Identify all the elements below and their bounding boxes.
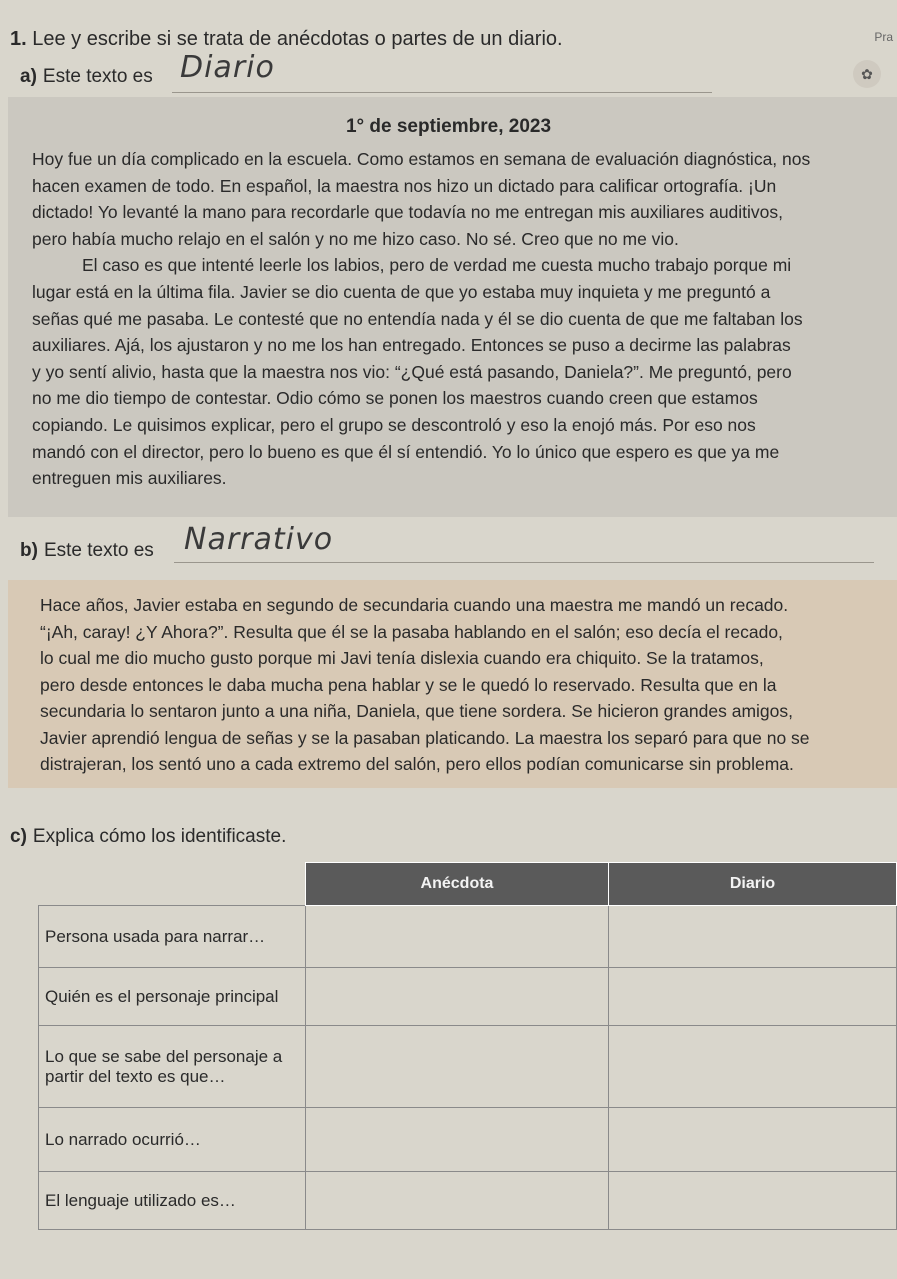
diary-line: no me dio tiempo de contestar. Odio cómo se ponen los maestros cuando creen que estamos xyxy=(32,388,758,409)
answer-b-field[interactable] xyxy=(174,520,874,563)
answer-a-field[interactable] xyxy=(172,50,712,93)
question-b-label: b) Este texto es xyxy=(20,540,154,561)
cell-anecdota[interactable] xyxy=(306,1026,609,1108)
star-icon: ✿ xyxy=(853,60,881,88)
row-label: Lo que se sabe del personaje a partir del texto es que… xyxy=(39,1026,306,1108)
diary-text xyxy=(32,146,877,492)
question-c-label: c) Explica cómo los identificaste. xyxy=(10,826,287,847)
diary-line: entreguen mis auxiliares. xyxy=(32,468,227,489)
diary-paragraph-2 xyxy=(32,252,877,491)
side-label: Pra xyxy=(874,30,893,44)
cell-diario[interactable] xyxy=(609,968,897,1026)
diary-line: Hoy fue un día complicado en la escuela. Como estamos en semana de evaluación diagnóstica, nos xyxy=(32,149,811,169)
cell-diario[interactable] xyxy=(609,1108,897,1172)
cell-anecdota[interactable] xyxy=(306,906,609,968)
table-row xyxy=(39,906,897,968)
instruction-text: Lee y escribe si se trata de anécdotas o partes de un diario. xyxy=(32,28,563,50)
diary-line: señas qué me pasaba. Le contesté que no entendía nada y él se dio cuenta de que me faltaban los xyxy=(32,308,803,329)
instruction xyxy=(10,28,563,51)
diary-line: dictado! Yo levanté la mano para recordarle que todavía no me entregan mis auxiliares auditivos, xyxy=(32,202,784,223)
diary-line: mandó con el director, pero lo bueno es que él sí entendió. Yo lo único que espero es que ya me xyxy=(32,441,780,462)
cell-diario[interactable] xyxy=(609,1026,897,1108)
row-label: Quién es el personaje principal xyxy=(39,968,306,1026)
diary-paragraph-1 xyxy=(32,146,877,252)
diary-line: pero había mucho relajo en el salón y no me hizo caso. No sé. Creo que no me vio. xyxy=(32,228,679,249)
comparison-table xyxy=(38,862,897,1230)
table-row xyxy=(39,968,897,1026)
diary-date: 1° de septiembre, 2023 xyxy=(345,116,552,137)
row-label: Lo narrado ocurrió… xyxy=(39,1108,306,1172)
answer-a-handwriting: Diario xyxy=(180,50,275,85)
cell-diario[interactable] xyxy=(609,906,897,968)
anecdote-text xyxy=(40,592,885,778)
diary-line: hacen examen de todo. En español, la maestra nos hizo un dictado para calificar ortografía. ¡Un xyxy=(32,175,777,196)
row-label: Persona usada para narrar… xyxy=(39,906,306,968)
diary-line: copiando. Le quisimos explicar, pero el grupo se descontroló y eso la enojó más. Por eso nos xyxy=(32,414,756,435)
table-row xyxy=(39,1026,897,1108)
diary-line: lugar está en la última fila. Javier se dio cuenta de que yo estaba muy inquieta y me preguntó a xyxy=(32,281,771,302)
table-row xyxy=(39,1108,897,1172)
anecdote-line: distrajeran, los sentó uno a cada extremo del salón, pero ellos podían comunicarse sin problema. xyxy=(40,754,794,774)
table-header-empty xyxy=(39,863,306,906)
anecdote-line: pero desde entonces le daba mucha pena hablar y se le quedó lo reservado. Resulta que en la xyxy=(40,674,777,695)
diary-line: El caso es que intenté leerle los labios, pero de verdad me cuesta mucho trabajo porque mi xyxy=(82,255,792,276)
diary-line: y yo sentí alivio, hasta que la maestra nos vio: “¿Qué está pasando, Daniela?”. Me preguntó, pero xyxy=(32,361,792,382)
cell-diario[interactable] xyxy=(609,1172,897,1230)
anecdote-line: secundaria lo sentaron junto a una niña, Daniela, que tiene sordera. Se hicieron grandes amigos, xyxy=(40,701,793,721)
anecdote-line: lo cual me dio mucho gusto porque mi Javi tenía dislexia cuando era chiquito. Se la tratamos, xyxy=(40,648,764,668)
cell-anecdota[interactable] xyxy=(306,1108,609,1172)
cell-anecdota[interactable] xyxy=(306,968,609,1026)
table-header-anecdota: Anécdota xyxy=(306,863,609,906)
anecdote-paragraph xyxy=(40,592,885,778)
diary-line: auxiliares. Ajá, los ajustaron y no me los han entregado. Entonces se puso a decirme las palabras xyxy=(32,335,791,356)
table-header-diario: Diario xyxy=(609,863,897,906)
instruction-number: 1. xyxy=(10,28,27,50)
row-label: El lenguaje utilizado es… xyxy=(39,1172,306,1230)
table-header-row xyxy=(39,863,897,906)
anecdote-line: Hace años, Javier estaba en segundo de secundaria cuando una maestra me mandó un recado. xyxy=(40,595,789,615)
anecdote-line: Javier aprendió lengua de señas y se la pasaban platicando. La maestra los separó para que no se xyxy=(40,727,810,748)
answer-b-handwriting: Narrativo xyxy=(184,522,334,557)
table-row xyxy=(39,1172,897,1230)
anecdote-line: “¡Ah, caray! ¿Y Ahora?”. Resulta que él se la pasaba hablando en el salón; eso decía el recado, xyxy=(40,621,783,642)
question-a-label: a) Este texto es xyxy=(20,66,153,87)
cell-anecdota[interactable] xyxy=(306,1172,609,1230)
